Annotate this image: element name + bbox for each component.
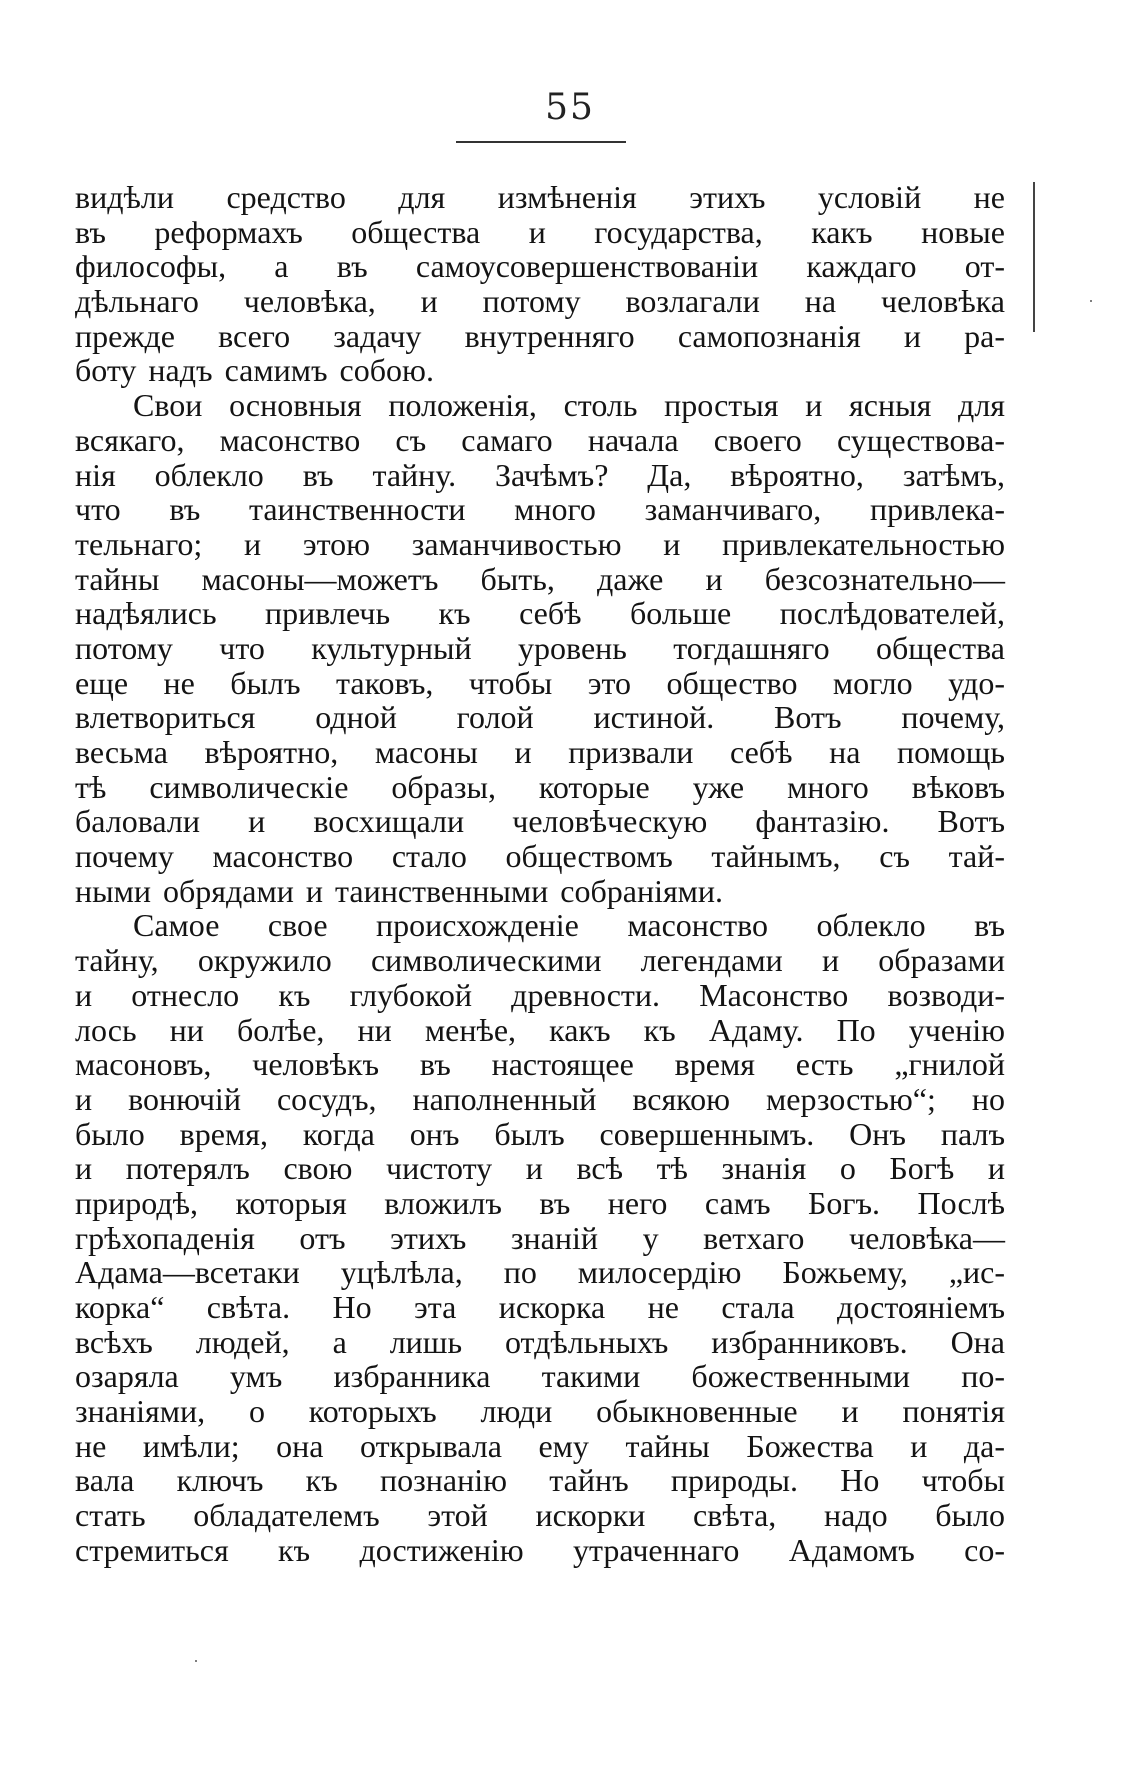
text-line: потому что культурный уровень тогдашняго общества xyxy=(75,629,1005,666)
text-line: баловали и восхищали человѣческую фантазію. Вотъ xyxy=(75,803,1005,840)
text-line: весьма вѣроятно, масоны и призвали себѣ на помощь xyxy=(75,734,1005,770)
text-line: что въ таинственности много заманчиваго, привлека- xyxy=(75,491,1005,528)
text-line: Адама—всетаки уцѣлѣла, по милосердію Божьему, „ис- xyxy=(75,1254,1005,1291)
text-line: дѣльнаго человѣка, и потому возлагали на человѣка xyxy=(75,283,1005,320)
text-line: стать обладателемъ этой искорки свѣта, надо было xyxy=(75,1497,1005,1534)
text-line: лось ни болѣе, ни менѣе, какъ къ Адаму. По ученію xyxy=(75,1011,1005,1048)
text-line: Свои основныя положенія, столь простыя и ясныя для xyxy=(133,387,1005,424)
text-line: прежде всего задачу внутренняго самопознанія и ра- xyxy=(75,317,1005,354)
text-line: всякаго, масонство съ самаго начала своего существова- xyxy=(75,421,1005,458)
text-line: и отнесло къ глубокой древности. Масонство возводи- xyxy=(75,976,1005,1013)
text-line: всѣхъ людей, а лишь отдѣльныхъ избранниковъ. Она xyxy=(75,1323,1005,1360)
text-line: влетвориться одной голой истиной. Вотъ почему, xyxy=(75,699,1005,736)
scan-speck xyxy=(195,1660,197,1662)
text-line: видѣли средство для измѣненія этихъ условій не xyxy=(75,179,1005,215)
text-line: Самое свое происхожденіе масонство облекло въ xyxy=(133,907,1005,944)
text-line: тѣ символическіе образы, которые уже много вѣковъ xyxy=(75,768,1005,805)
text-line: надѣялись привлечь къ себѣ больше послѣдователей, xyxy=(75,595,1005,632)
header-rule xyxy=(456,141,626,143)
text-line: природѣ, которыя вложилъ въ него самъ Богъ. Послѣ xyxy=(75,1184,1005,1221)
paragraph-2 xyxy=(75,388,1005,908)
margin-mark xyxy=(1033,182,1035,332)
text-line: грѣхопаденія отъ этихъ знаній у ветхаго человѣка— xyxy=(75,1219,1005,1256)
text-line: озаряла умъ избранника такими божественными по- xyxy=(75,1358,1005,1395)
text-line: боту надъ самимъ собою. xyxy=(75,352,434,389)
text-line: и потерялъ свою чистоту и всѣ тѣ знанія о Богѣ и xyxy=(75,1150,1005,1187)
text-line: почему масонство стало обществомъ тайнымъ, съ тай- xyxy=(75,838,1005,875)
text-line: тельнаго; и этою заманчивостью и привлекательностью xyxy=(75,525,1005,562)
text-line: еще не былъ таковъ, чтобы это общество могло удо- xyxy=(75,664,1005,701)
text-line: масоновъ, человѣкъ въ настоящее время есть „гнилой xyxy=(75,1046,1005,1083)
body-text xyxy=(75,180,1005,1568)
text-line: знаніями, о которыхъ люди обыкновенные и понятія xyxy=(75,1393,1005,1430)
text-line: и вонючій сосудъ, наполненный всякою мерзостью“; но xyxy=(75,1080,1005,1117)
text-line: не имѣли; она открывала ему тайны Божества и да- xyxy=(75,1427,1005,1464)
text-line: вала ключъ къ познанію тайнъ природы. Но чтобы xyxy=(75,1462,1005,1499)
text-line: ными обрядами и таинственными собраніями. xyxy=(75,872,724,909)
paragraph-3 xyxy=(75,908,1005,1567)
scan-speck xyxy=(1090,300,1092,302)
text-line: нія облекло въ тайну. Зачѣмъ? Да, вѣроятно, затѣмъ, xyxy=(75,456,1005,493)
page-number: 55 xyxy=(545,87,595,128)
text-line: стремиться къ достиженію утраченнаго Адамомъ со- xyxy=(75,1531,1005,1568)
text-line: тайны масоны—можетъ быть, даже и безсознательно— xyxy=(75,560,1005,597)
text-line: въ реформахъ общества и государства, какъ новые xyxy=(75,213,1005,250)
text-line: тайну, окружило символическими легендами и образами xyxy=(75,942,1005,979)
text-line: корка“ свѣта. Но эта искорка не стала достояніемъ xyxy=(75,1289,1005,1325)
text-line: философы, а въ самоусовершенствованіи каждаго от- xyxy=(75,248,1005,285)
paragraph-1 xyxy=(75,180,1005,388)
text-line: было время, когда онъ былъ совершеннымъ. Онъ палъ xyxy=(75,1115,1005,1152)
